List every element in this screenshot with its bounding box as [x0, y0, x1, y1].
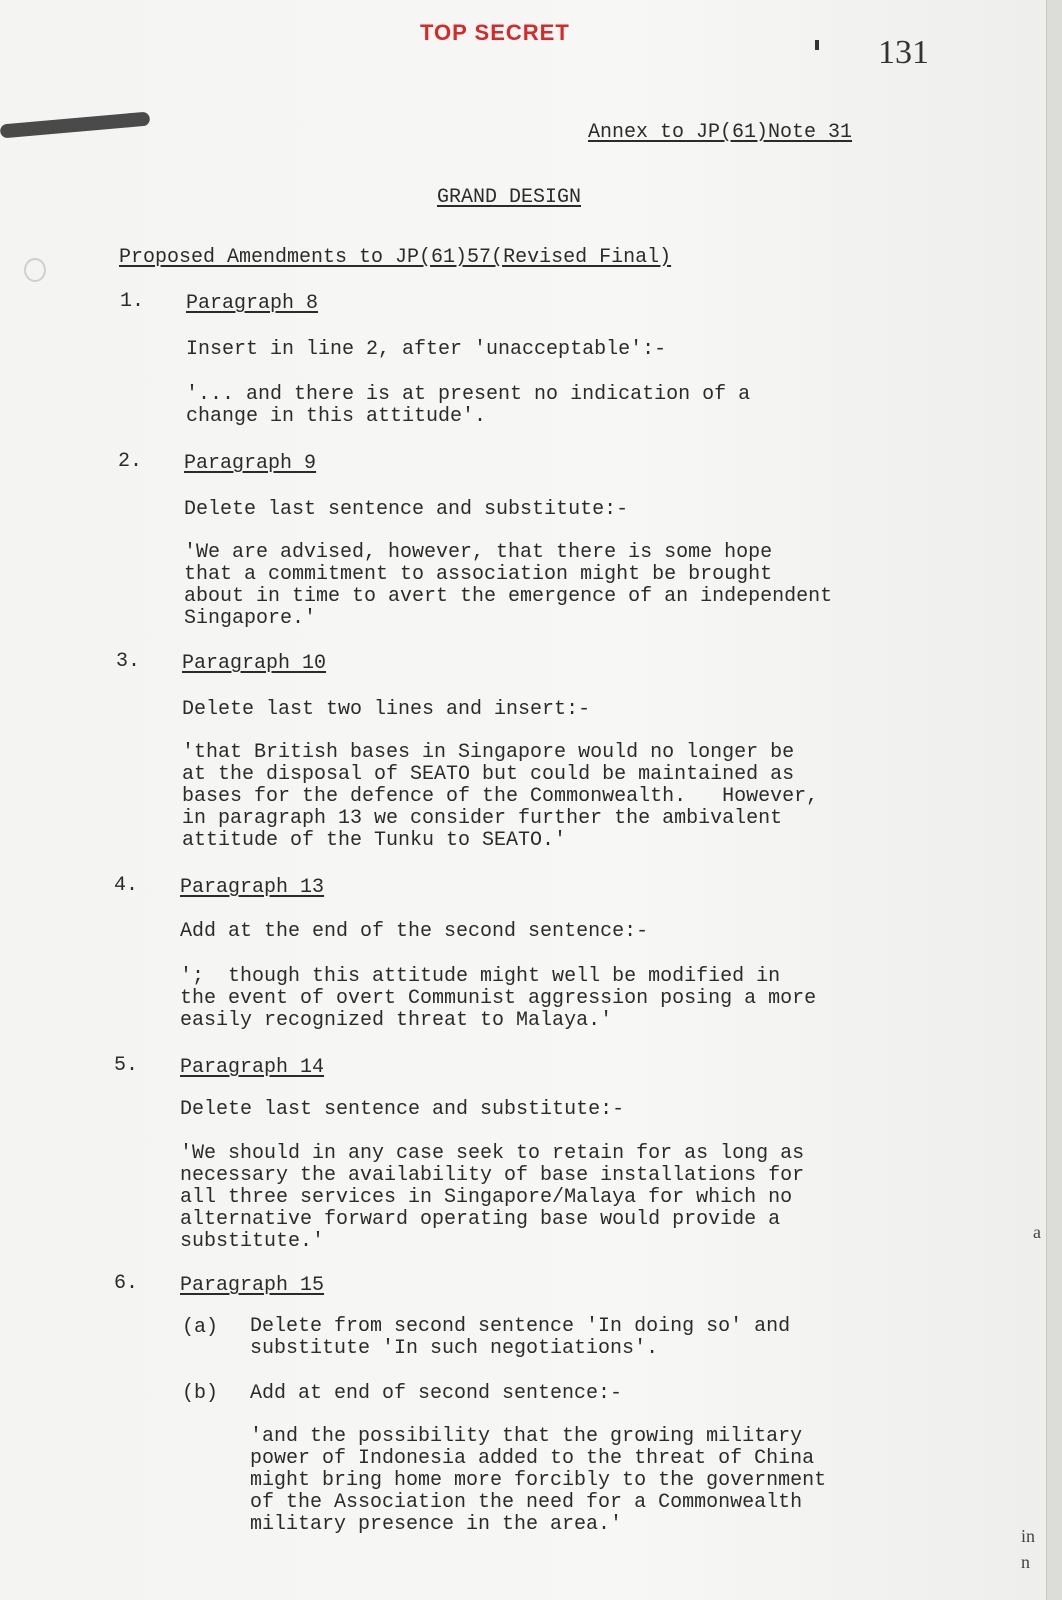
- item-instruction: Add at the end of the second sentence:-: [180, 920, 649, 943]
- item-number: 4.: [114, 874, 139, 897]
- item-instruction: Delete last two lines and insert:-: [182, 698, 591, 721]
- page-number: 131: [878, 34, 929, 71]
- item-quote: 'We are advised, however, that there is some hope that a commitment to association might be brought about in time to avert the emergence of an independent Singapore.': [184, 541, 833, 630]
- margin-fragment: n: [1021, 1552, 1030, 1572]
- item-heading: Paragraph 13: [180, 876, 325, 899]
- item-heading: Paragraph 9: [184, 452, 317, 475]
- next-page-edge: [1021, 0, 1062, 1600]
- subitem-quote: 'and the possibility that the growing military power of Indonesia added to the threat of China might bring home more forcibly to the government of the Association the need for a Commonwealth military presence in the area.': [250, 1425, 827, 1536]
- item-number: 6.: [114, 1272, 139, 1295]
- subitem-label: (a): [182, 1316, 219, 1339]
- margin-fragment: a: [1033, 1222, 1041, 1242]
- item-quote: 'that British bases in Singapore would no longer be at the disposal of SEATO but could be maintained as bases for the defence of the Commonwealth. However, in paragraph 13 we consider further the ambivalent attitude of the Tunku to SEATO.': [182, 741, 819, 852]
- item-heading: Paragraph 14: [180, 1056, 325, 1079]
- item-heading: Paragraph 15: [180, 1274, 325, 1297]
- item-instruction: Insert in line 2, after 'unacceptable':-: [186, 338, 667, 361]
- item-heading: Paragraph 10: [182, 652, 327, 675]
- item-number: 3.: [116, 650, 141, 673]
- subitem-label: (b): [182, 1382, 219, 1405]
- item-number: 2.: [118, 450, 143, 473]
- item-instruction: Delete last sentence and substitute:-: [180, 1098, 625, 1121]
- subitem-text: Delete from second sentence 'In doing so' and substitute 'In such negotiations'.: [250, 1315, 791, 1360]
- ink-mark: [815, 40, 819, 50]
- document-subtitle: Proposed Amendments to JP(61)57(Revised Final): [119, 246, 672, 269]
- item-heading: Paragraph 8: [186, 292, 319, 315]
- item-quote: '; though this attitude might well be modified in the event of overt Communist aggression posing a more easily recognized threat to Malaya.': [180, 965, 817, 1032]
- staple-mark: [0, 111, 150, 138]
- subitem-text: Add at end of second sentence:-: [250, 1382, 623, 1405]
- punch-hole: [24, 258, 46, 282]
- classification-stamp: TOP SECRET: [420, 20, 570, 45]
- item-instruction: Delete last sentence and substitute:-: [184, 498, 629, 521]
- item-quote: 'We should in any case seek to retain for as long as necessary the availability of base installations for all three services in Singapore/Malaya for which no alternative forward operating base would provide a substitute.': [180, 1142, 805, 1253]
- margin-fragment: in: [1021, 1526, 1036, 1546]
- document-title: GRAND DESIGN: [437, 186, 582, 209]
- item-number: 5.: [114, 1054, 139, 1077]
- item-quote: '... and there is at present no indication of a change in this attitude'.: [186, 383, 751, 428]
- item-number: 1.: [120, 290, 145, 313]
- annex-reference: Annex to JP(61)Note 31: [588, 121, 853, 144]
